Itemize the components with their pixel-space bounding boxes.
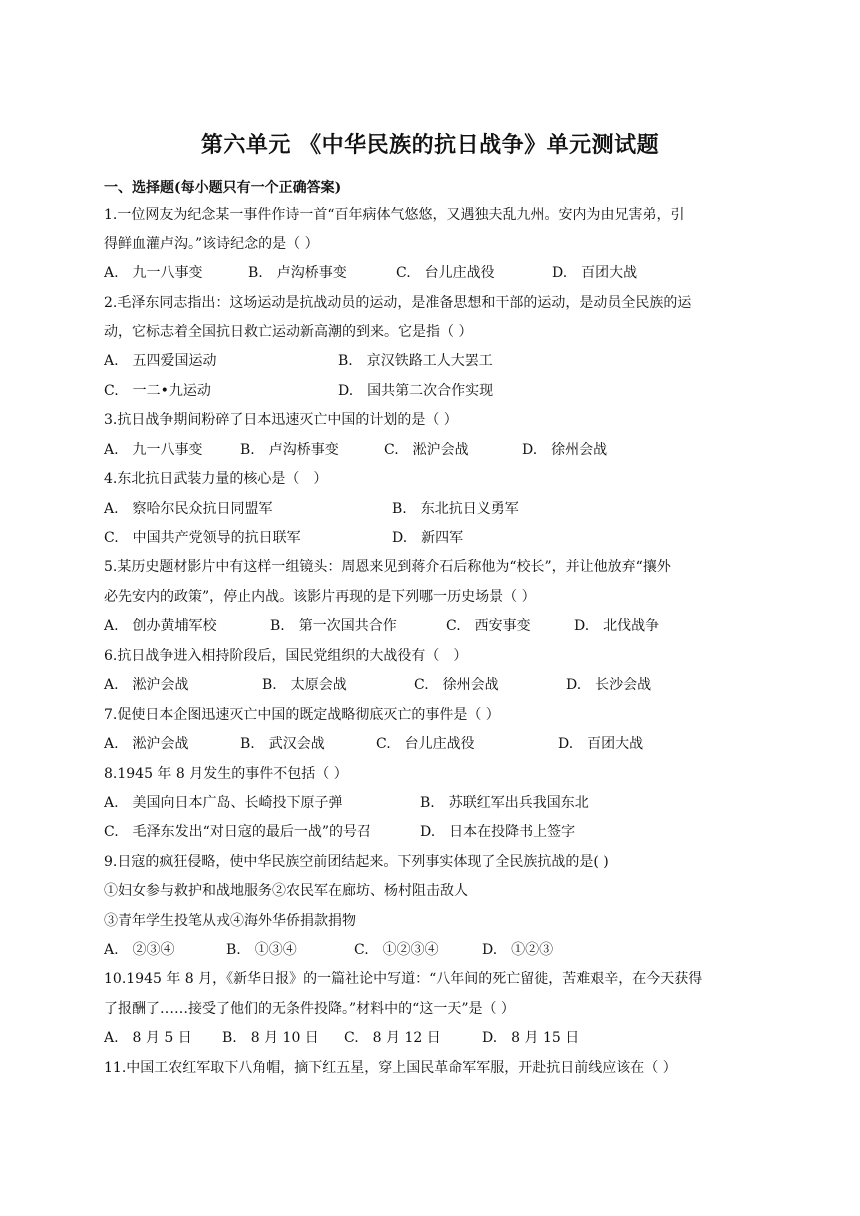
question-11-stem: 11.中国工农红军取下八角帽，摘下红五星，穿上国民革命军军服，开赴抗日前线应该在（ ） bbox=[104, 1060, 677, 1076]
option-c: C. 徐州会战 bbox=[414, 677, 499, 693]
option-d: D. 北伐战争 bbox=[574, 618, 660, 634]
question-10-stem-line-1: 10.1945 年 8 月，《新华日报》的一篇社论中写道：“八年间的死亡留徙，苦难艰辛，在今天获得 bbox=[104, 971, 703, 987]
question-7-stem: 7.促使日本企图迅速灭亡中国的既定战略彻底灭亡的事件是（ ） bbox=[104, 707, 500, 723]
option-c: C. 台儿庄战役 bbox=[396, 265, 495, 281]
option-b: B. 武汉会战 bbox=[240, 736, 325, 752]
question-9-stem-line-2: ①妇女参与救护和战地服务②农民军在廊坊、杨村阻击敌人 bbox=[104, 883, 468, 899]
question-6-stem: 6.抗日战争进入相持阶段后，国民党组织的大战役有（ ） bbox=[104, 648, 468, 664]
question-4-stem: 4.东北抗日武装力量的核心是（ ） bbox=[104, 471, 328, 487]
option-d: D. 徐州会战 bbox=[522, 442, 608, 458]
option-a: A. 8 月 5 日 bbox=[104, 1030, 192, 1046]
option-d: D. 8 月 15 日 bbox=[482, 1030, 580, 1046]
option-b: B. 第一次国共合作 bbox=[270, 618, 397, 634]
option-c: C. 8 月 12 日 bbox=[344, 1030, 441, 1046]
option-c: C. 中国共产党领导的抗日联军 bbox=[104, 530, 301, 546]
option-b: B. 卢沟桥事变 bbox=[248, 265, 347, 281]
section-heading: 一、选择题(每小题只有一个正确答案) bbox=[104, 180, 342, 196]
option-c: C. 台儿庄战役 bbox=[376, 736, 475, 752]
option-d: D. 日本在投降书上签字 bbox=[420, 824, 576, 840]
page-title: 第六单元 《中华民族的抗日战争》单元测试题 bbox=[200, 132, 660, 158]
question-3-stem: 3.抗日战争期间粉碎了日本迅速灭亡中国的计划的是（ ） bbox=[104, 412, 458, 428]
option-b: B. 东北抗日义勇军 bbox=[392, 501, 519, 517]
option-c: C. 淞沪会战 bbox=[384, 442, 469, 458]
option-a: A. 美国向日本广岛、长崎投下原子弹 bbox=[104, 795, 343, 811]
question-2-stem-line-1: 2.毛泽东同志指出：这场运动是抗战动员的运动，是准备思想和干部的运动，是动员全民族的运 bbox=[104, 295, 692, 311]
option-d: D. 国共第二次合作实现 bbox=[338, 383, 494, 399]
question-9-stem-line-3: ③青年学生投笔从戎④海外华侨捐款捐物 bbox=[104, 913, 356, 929]
option-b: B. 苏联红军出兵我国东北 bbox=[420, 795, 589, 811]
option-a: A. 淞沪会战 bbox=[104, 677, 189, 693]
option-b: B. ①③④ bbox=[226, 942, 297, 958]
question-5-stem-line-1: 5.某历史题材影片中有这样一组镜头：周恩来见到蒋介石后称他为“校长”，并让他放弃“攘外 bbox=[104, 559, 671, 575]
option-b: B. 8 月 10 日 bbox=[222, 1030, 319, 1046]
question-8-stem: 8.1945 年 8 月发生的事件不包括（ ） bbox=[104, 766, 348, 782]
question-2-stem-line-2: 动，它标志着全国抗日救亡运动新高潮的到来。它是指（ ） bbox=[104, 324, 473, 340]
option-a: A. ②③④ bbox=[104, 942, 175, 958]
question-5-stem-line-2: 必先安内的政策”，停止内战。该影片再现的是下列哪一历史场景（ ） bbox=[104, 589, 536, 605]
option-a: A. 淞沪会战 bbox=[104, 736, 189, 752]
option-c: C. 毛泽东发出“对日寇的最后一战”的号召 bbox=[104, 824, 371, 840]
option-d: D. 百团大战 bbox=[558, 736, 644, 752]
question-10-stem-line-2: 了报酬了……接受了他们的无条件投降。”材料中的“这一天”是（ ） bbox=[104, 1001, 515, 1017]
option-b: B. 京汉铁路工人大罢工 bbox=[338, 353, 493, 369]
question-1-stem-line-1: 1.一位网友为纪念某一事件作诗一首“百年病体气悠悠，又遇独夫乱九州。安内为由兄害弟，引 bbox=[104, 207, 685, 223]
option-a: A. 察哈尔民众抗日同盟军 bbox=[104, 501, 273, 517]
option-b: B. 卢沟桥事变 bbox=[240, 442, 339, 458]
option-d: D. 新四军 bbox=[392, 530, 464, 546]
option-c: C. 一二•九运动 bbox=[104, 383, 211, 399]
option-a: A. 创办黄埔军校 bbox=[104, 618, 217, 634]
question-1-stem-line-2: 得鲜血灌卢沟。”该诗纪念的是（ ） bbox=[104, 236, 319, 252]
option-d: D. ①②③ bbox=[482, 942, 554, 958]
option-a: A. 九一八事变 bbox=[104, 265, 203, 281]
option-c: C. ①②③④ bbox=[354, 942, 439, 958]
option-a: A. 九一八事变 bbox=[104, 442, 203, 458]
option-c: C. 西安事变 bbox=[446, 618, 531, 634]
option-d: D. 百团大战 bbox=[552, 265, 638, 281]
question-9-stem-line-1: 9.日寇的疯狂侵略，使中华民族空前团结起来。下列事实体现了全民族抗战的是( ) bbox=[104, 854, 609, 870]
option-a: A. 五四爱国运动 bbox=[104, 353, 217, 369]
option-d: D. 长沙会战 bbox=[566, 677, 652, 693]
option-b: B. 太原会战 bbox=[262, 677, 347, 693]
